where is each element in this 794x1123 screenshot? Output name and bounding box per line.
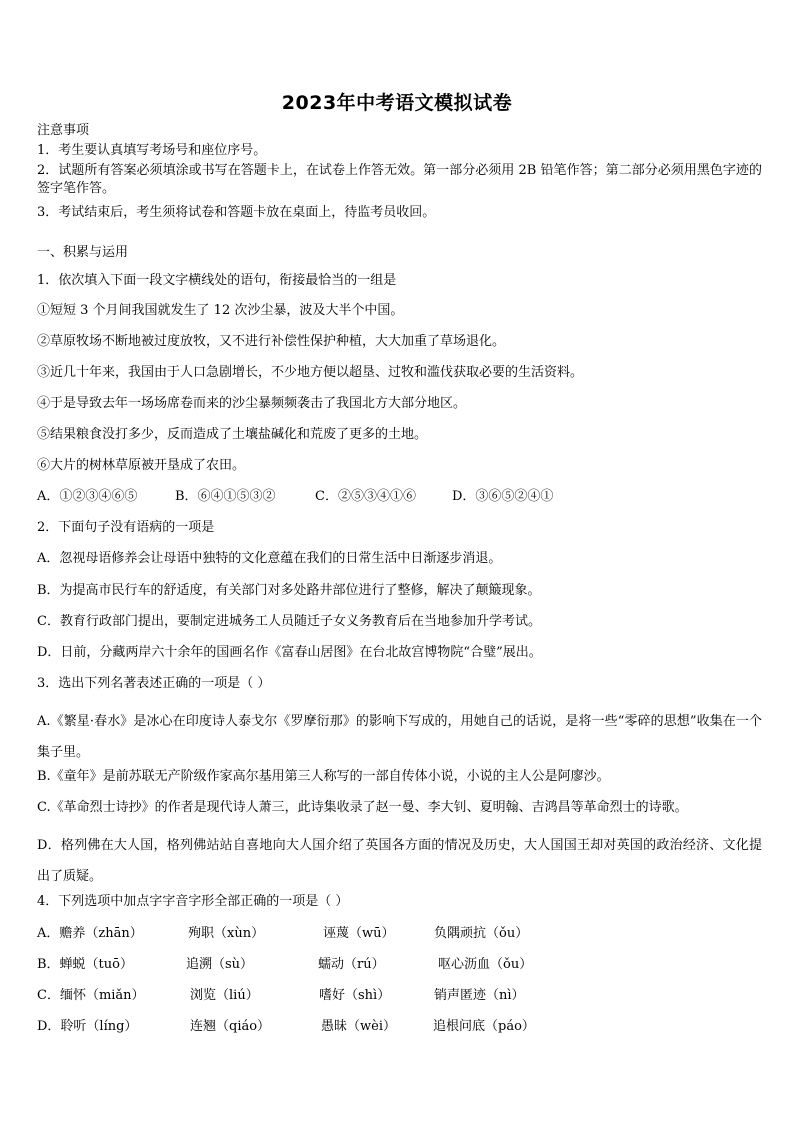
notice-item-2: 2．试题所有答案必须填涂或书写在答题卡上，在试卷上作答无效。第一部分必须用 2B 铅笔作答；第二部分必须用黑色字迹的签字笔作答。: [37, 163, 762, 196]
q1-option-b: B．⑥④①⑤③②: [175, 489, 276, 504]
q4-row-c-col2: 浏览（liú）: [190, 988, 259, 1003]
q4-row-a-col4: 负隅顽抗（ǒu）: [434, 926, 529, 941]
q3-option-b: B.《童年》是前苏联无产阶级作家高尔基用第三人称写的一部自传体小说，小说的主人公是阿廖沙。: [37, 769, 610, 784]
q3-option-a: A.《繁星·春水》是冰心在印度诗人泰戈尔《罗摩衍那》的影响下写成的，用她自己的话说，是将一些“零碎的思想”收集在一个集子里。: [37, 714, 762, 760]
q4-row-c-col3: 嗜好（shì）: [319, 988, 391, 1003]
q2-option-d: D．日前，分藏两岸六十余年的国画名作《富春山居图》在台北故宫博物院“合璧”展出。: [37, 645, 542, 660]
q2-option-c: C．教育行政部门提出，要制定进城务工人员随迁子女义务教育后在当地参加升学考试。: [37, 614, 541, 629]
page-title: 2023年中考语文模拟试卷: [281, 92, 513, 114]
q4-row-d-col3: 愚昧（wèi）: [321, 1019, 396, 1034]
q1-stem: 1．依次填入下面一段文字横线处的语句，衔接最恰当的一组是: [37, 273, 397, 288]
q2-stem: 2．下面句子没有语病的一项是: [37, 520, 215, 535]
q4-row-b-col3: 蠕动（rú）: [318, 957, 385, 972]
q4-row-b-col4: 呕心沥血（ǒu）: [438, 957, 533, 972]
q2-option-a: A．忽视母语修养会让母语中独特的文化意蕴在我们的日常生活中日渐逐步消退。: [37, 551, 502, 566]
q4-row-c-col4: 销声匿迹（nì）: [434, 988, 525, 1003]
q4-row-b-col1: B．蝉蜕（tuō）: [37, 957, 133, 972]
q4-row-c-col1: C．缅怀（miǎn）: [37, 988, 145, 1003]
q4-row-a-col2: 殉职（xùn）: [188, 926, 265, 941]
q1-sentence-6: ⑥大片的树林草原被开垦成了农田。: [37, 458, 246, 473]
q4-row-b-col2: 追溯（sù）: [186, 957, 254, 972]
q1-sentence-4: ④于是导致去年一场场席卷而来的沙尘暴频频袭击了我国北方大部分地区。: [37, 396, 467, 411]
q1-sentence-5: ⑤结果粮食没打多少，反而造成了土壤盐碱化和荒废了更多的土地。: [37, 427, 428, 442]
section-heading: 一、积累与运用: [37, 245, 129, 260]
q3-option-c: C.《革命烈士诗抄》的作者是现代诗人萧三，此诗集收录了赵一曼、李大钊、夏明翰、吉鸿昌等革命烈士的诗歌。: [37, 800, 688, 815]
q1-option-a: A．①②③④⑥⑤: [37, 489, 138, 504]
q4-row-a-col3: 诬蔑（wū）: [323, 926, 395, 941]
q4-row-d-col2: 连翘（qiáo）: [190, 1019, 271, 1034]
q2-option-b: B．为提高市民行车的舒适度，有关部门对多处路井部位进行了整修，解决了颠簸现象。: [37, 583, 541, 598]
q4-row-a-col1: A．赡养（zhān）: [37, 926, 143, 941]
q1-sentence-2: ②草原牧场不断地被过度放牧，又不进行补偿性保护种植，大大加重了草场退化。: [37, 334, 506, 349]
q1-option-d: D．③⑥⑤②④①: [452, 489, 554, 504]
notice-item-3: 3．考试结束后，考生须将试卷和答题卡放在桌面上，待监考员收回。: [37, 205, 436, 220]
q3-stem: 3．选出下列名著表述正确的一项是（ ）: [37, 676, 271, 691]
notice-heading: 注意事项: [37, 123, 90, 138]
q3-option-d: D．格列佛在大人国，格列佛站站自喜地向大人国介绍了英国各方面的情况及历史，大人国国王却对英国的政治经济、文化提出了质疑。: [37, 838, 762, 884]
notice-item-1: 1．考生要认真填写考场号和座位序号。: [37, 143, 267, 158]
q4-stem: 4．下列选项中加点字字音字形全部正确的一项是（ ）: [37, 894, 349, 909]
q1-sentence-1: ①短短 3 个月间我国就发生了 12 次沙尘暴，波及大半个中国。: [37, 303, 404, 318]
q1-option-c: C．②⑤③④①⑥: [315, 489, 416, 504]
q4-row-d-col4: 追根问底（páo）: [433, 1019, 535, 1034]
q1-sentence-3: ③近几十年来，我国由于人口急剧增长，不少地方便以超垦、过牧和滥伐获取必要的生活资料。: [37, 365, 584, 380]
q4-row-d-col1: D．聆听（líng）: [37, 1019, 138, 1034]
